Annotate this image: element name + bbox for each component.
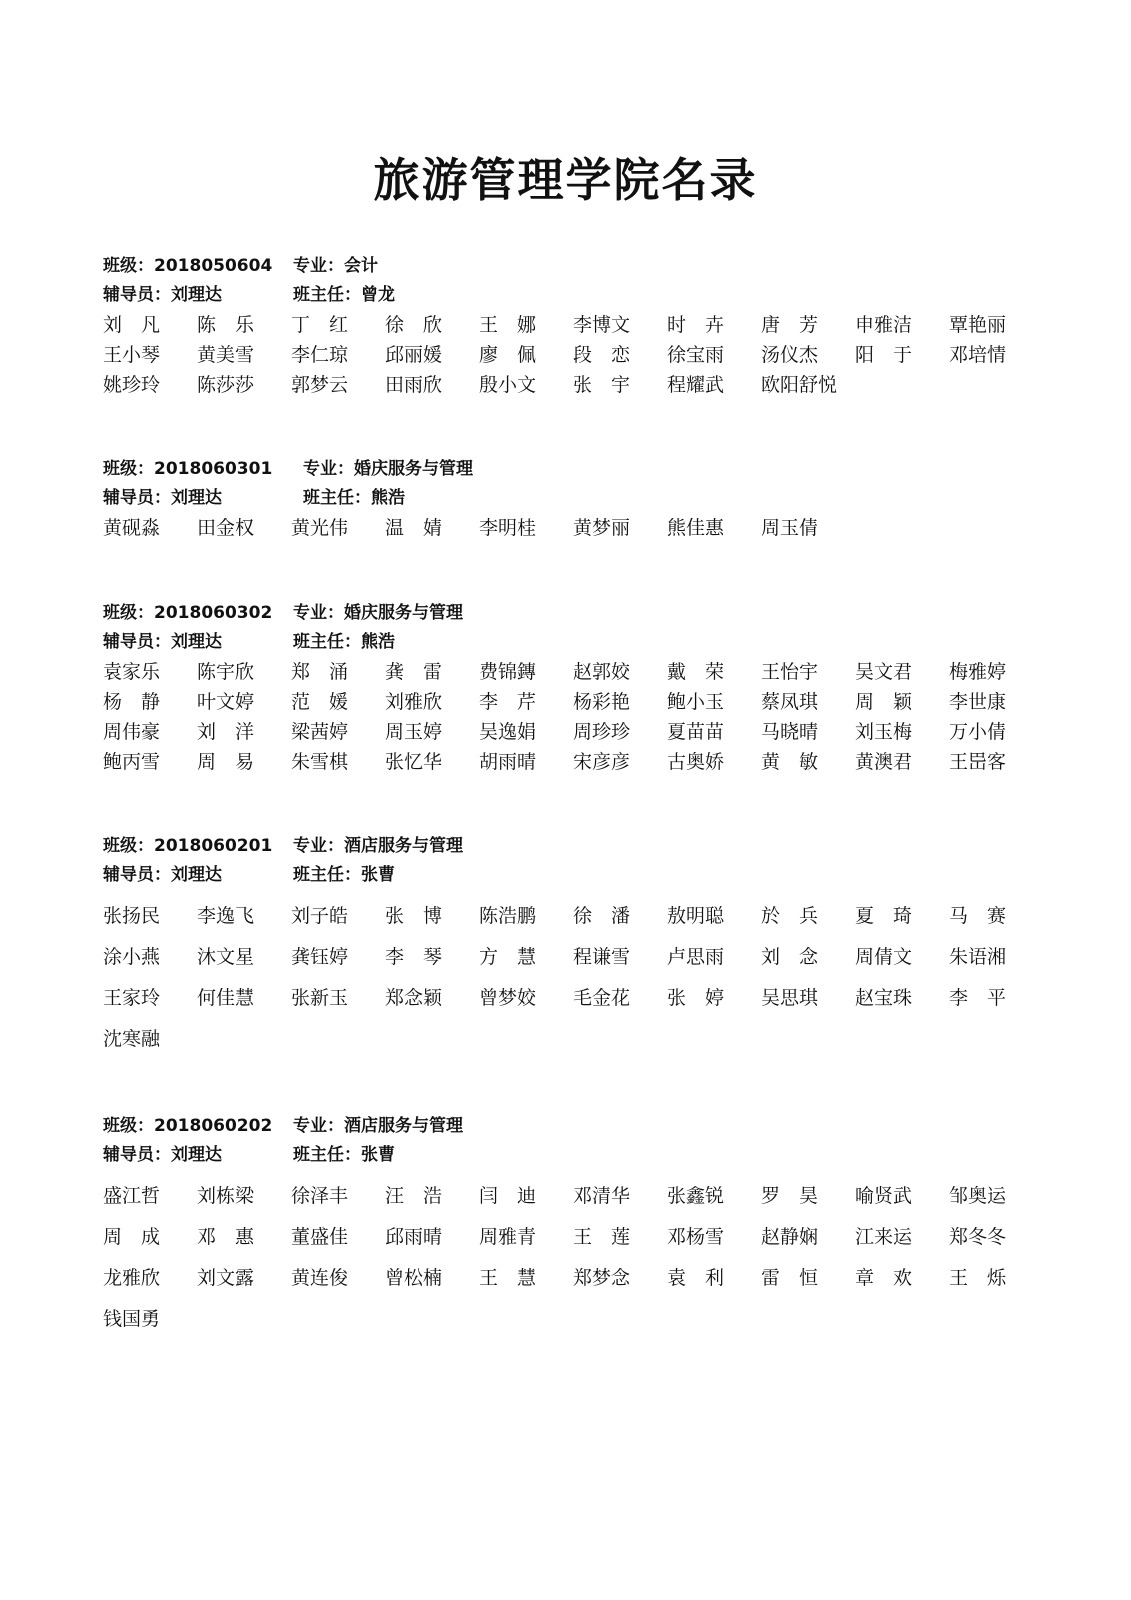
student-name: 鲍小玉 <box>667 691 725 713</box>
student-name-list <box>103 1176 1033 1340</box>
student-name: 袁 利 <box>667 1267 725 1289</box>
major-field <box>293 836 463 856</box>
counselor-field <box>103 628 293 657</box>
student-name: 朱语湘 <box>949 946 1007 968</box>
student-name: 刘 洋 <box>197 721 255 743</box>
student-name: 殷小文 <box>479 374 537 396</box>
head-teacher-label: 班主任： <box>293 1145 361 1165</box>
student-name: 叶文婷 <box>197 691 255 713</box>
major-name: 酒店服务与管理 <box>344 1116 463 1136</box>
student-name: 周 成 <box>103 1226 161 1248</box>
student-name: 李博文 <box>573 314 631 336</box>
student-name: 张 宇 <box>573 374 631 396</box>
student-name: 黄光伟 <box>291 517 349 539</box>
student-name: 邱丽媛 <box>385 344 443 366</box>
class-section <box>103 455 1033 543</box>
student-name: 陈莎莎 <box>197 374 255 396</box>
class-info-line <box>103 832 1033 861</box>
student-name: 田雨欣 <box>385 374 443 396</box>
class-label: 班级： <box>103 603 154 623</box>
student-name: 章 欢 <box>855 1267 913 1289</box>
student-name-list <box>103 513 1033 543</box>
major-field <box>293 256 378 276</box>
counselor-field <box>103 484 303 513</box>
class-number: 2018060202 <box>154 1116 273 1136</box>
class-section <box>103 599 1033 777</box>
student-name: 申雅洁 <box>855 314 913 336</box>
student-name: 喻贤武 <box>855 1185 913 1207</box>
counselor-field <box>103 861 293 890</box>
student-name: 沐文星 <box>197 946 255 968</box>
head-teacher-name: 张曹 <box>361 865 395 885</box>
student-name: 盛江哲 <box>103 1185 161 1207</box>
class-number: 2018060302 <box>154 603 273 623</box>
head-teacher-name: 熊浩 <box>361 632 395 652</box>
student-name-list <box>103 310 1033 400</box>
head-teacher-name: 曾龙 <box>361 285 395 305</box>
student-name: 吴逸娟 <box>479 721 537 743</box>
student-name: 李 琴 <box>385 946 443 968</box>
student-name: 马晓晴 <box>761 721 819 743</box>
student-name: 雷 恒 <box>761 1267 819 1289</box>
student-name: 徐宝雨 <box>667 344 725 366</box>
student-name: 范 媛 <box>291 691 349 713</box>
staff-info-line <box>103 484 1033 513</box>
student-name: 胡雨晴 <box>479 751 537 773</box>
major-label: 专业： <box>303 459 354 479</box>
student-name: 温 婧 <box>385 517 443 539</box>
student-name: 古奥娇 <box>667 751 725 773</box>
class-label: 班级： <box>103 256 154 276</box>
student-name: 马 赛 <box>949 905 1007 927</box>
student-name: 段 恋 <box>573 344 631 366</box>
counselor-label: 辅导员： <box>103 865 171 885</box>
page-title: 旅游管理学院名录 <box>373 153 758 207</box>
student-name: 欧阳舒悦 <box>761 374 838 396</box>
student-name: 江来运 <box>855 1226 913 1248</box>
student-name: 郑梦念 <box>573 1267 631 1289</box>
student-name: 杨彩艳 <box>573 691 631 713</box>
student-name: 王怡宇 <box>761 661 819 683</box>
class-section <box>103 252 1033 400</box>
head-teacher-field <box>293 1145 395 1165</box>
class-label: 班级： <box>103 1116 154 1136</box>
student-name: 王 娜 <box>479 314 537 336</box>
counselor-name: 刘理达 <box>171 632 222 652</box>
counselor-label: 辅导员： <box>103 632 171 652</box>
student-name: 梅雅婷 <box>949 661 1007 683</box>
student-name: 何佳慧 <box>197 987 255 1009</box>
student-name: 覃艳丽 <box>949 314 1007 336</box>
major-field <box>303 459 473 479</box>
student-name: 周 颖 <box>855 691 913 713</box>
student-name: 朱雪棋 <box>291 751 349 773</box>
counselor-field <box>103 1141 293 1170</box>
student-name: 陈宇欣 <box>197 661 255 683</box>
student-name: 於 兵 <box>761 905 819 927</box>
student-name: 郑念颖 <box>385 987 443 1009</box>
student-name: 徐 潘 <box>573 905 631 927</box>
head-teacher-field <box>303 488 405 508</box>
student-name: 王 慧 <box>479 1267 537 1289</box>
student-name: 张鑫锐 <box>667 1185 725 1207</box>
student-name: 董盛佳 <box>291 1226 349 1248</box>
student-name: 李明桂 <box>479 517 537 539</box>
major-name: 婚庆服务与管理 <box>354 459 473 479</box>
class-number: 2018060201 <box>154 836 273 856</box>
class-number-field <box>103 832 293 861</box>
head-teacher-name: 张曹 <box>361 1145 395 1165</box>
student-name: 龙雅欣 <box>103 1267 161 1289</box>
class-info-line <box>103 1112 1033 1141</box>
student-name: 郑冬冬 <box>949 1226 1007 1248</box>
student-name: 张新玉 <box>291 987 349 1009</box>
student-name: 赵静娴 <box>761 1226 819 1248</box>
student-name: 郑 涌 <box>291 661 349 683</box>
student-name: 刘 念 <box>761 946 819 968</box>
class-section <box>103 1112 1033 1340</box>
major-field <box>293 603 463 623</box>
counselor-name: 刘理达 <box>171 285 222 305</box>
student-name: 王小琴 <box>103 344 161 366</box>
student-name: 涂小燕 <box>103 946 161 968</box>
student-name: 戴 荣 <box>667 661 725 683</box>
student-name: 吴文君 <box>855 661 913 683</box>
student-name: 汪 浩 <box>385 1185 443 1207</box>
student-name: 黄美雪 <box>197 344 255 366</box>
student-name: 张 婷 <box>667 987 725 1009</box>
student-name: 王 莲 <box>573 1226 631 1248</box>
student-name: 钱国勇 <box>103 1308 161 1330</box>
student-name: 邓清华 <box>573 1185 631 1207</box>
student-name: 沈寒融 <box>103 1028 161 1050</box>
student-name-list <box>103 896 1033 1060</box>
student-name: 李 芹 <box>479 691 537 713</box>
class-number-field <box>103 1112 293 1141</box>
student-name: 黄 敏 <box>761 751 819 773</box>
student-name: 阳 于 <box>855 344 913 366</box>
student-name: 陈 乐 <box>197 314 255 336</box>
student-name: 王 烁 <box>949 1267 1007 1289</box>
student-name: 李逸飞 <box>197 905 255 927</box>
student-name: 龚钰婷 <box>291 946 349 968</box>
student-name: 周 易 <box>197 751 255 773</box>
student-name-list <box>103 657 1033 777</box>
student-name: 程耀武 <box>667 374 725 396</box>
class-number-field <box>103 455 303 484</box>
student-name: 李仁琼 <box>291 344 349 366</box>
major-label: 专业： <box>293 836 344 856</box>
student-name: 姚珍玲 <box>103 374 161 396</box>
staff-info-line <box>103 281 1033 310</box>
student-name: 闫 迪 <box>479 1185 537 1207</box>
student-name: 唐 芳 <box>761 314 819 336</box>
student-name: 郭梦云 <box>291 374 349 396</box>
student-name: 时 卉 <box>667 314 725 336</box>
class-number: 2018050604 <box>154 256 273 276</box>
class-info-line <box>103 252 1033 281</box>
student-name: 周珍珍 <box>573 721 631 743</box>
student-name: 万小倩 <box>949 721 1007 743</box>
head-teacher-label: 班主任： <box>293 285 361 305</box>
student-name: 田金权 <box>197 517 255 539</box>
student-name: 赵郭姣 <box>573 661 631 683</box>
counselor-name: 刘理达 <box>171 488 222 508</box>
student-name: 廖 佩 <box>479 344 537 366</box>
student-name: 程谦雪 <box>573 946 631 968</box>
student-name: 邓 惠 <box>197 1226 255 1248</box>
student-name: 鲍丙雪 <box>103 751 161 773</box>
student-name: 李 平 <box>949 987 1007 1009</box>
staff-info-line <box>103 861 1033 890</box>
class-label: 班级： <box>103 836 154 856</box>
student-name: 黄砚淼 <box>103 517 161 539</box>
student-name: 黄连俊 <box>291 1267 349 1289</box>
student-name: 邓培情 <box>949 344 1007 366</box>
head-teacher-name: 熊浩 <box>371 488 405 508</box>
student-name: 杨 静 <box>103 691 161 713</box>
class-info-line <box>103 455 1033 484</box>
head-teacher-label: 班主任： <box>303 488 371 508</box>
counselor-label: 辅导员： <box>103 1145 171 1165</box>
student-name: 罗 昊 <box>761 1185 819 1207</box>
student-name: 夏苗苗 <box>667 721 725 743</box>
staff-info-line <box>103 628 1033 657</box>
staff-info-line <box>103 1141 1033 1170</box>
student-name: 徐 欣 <box>385 314 443 336</box>
student-name: 曾梦姣 <box>479 987 537 1009</box>
student-name: 方 慧 <box>479 946 537 968</box>
student-name: 曾松楠 <box>385 1267 443 1289</box>
major-field <box>293 1116 463 1136</box>
head-teacher-label: 班主任： <box>293 632 361 652</box>
student-name: 敖明聪 <box>667 905 725 927</box>
student-name: 龚 雷 <box>385 661 443 683</box>
student-name: 张 博 <box>385 905 443 927</box>
student-name: 周玉倩 <box>761 517 819 539</box>
student-name: 卢思雨 <box>667 946 725 968</box>
student-name: 宋彦彦 <box>573 751 631 773</box>
student-name: 张扬民 <box>103 905 161 927</box>
student-name: 刘 凡 <box>103 314 161 336</box>
student-name: 陈浩鹏 <box>479 905 537 927</box>
class-number-field <box>103 252 293 281</box>
major-name: 会计 <box>344 256 378 276</box>
student-name: 刘栋梁 <box>197 1185 255 1207</box>
student-name: 周雅青 <box>479 1226 537 1248</box>
head-teacher-field <box>293 865 395 885</box>
counselor-field <box>103 281 293 310</box>
student-name: 夏 琦 <box>855 905 913 927</box>
student-name: 邓杨雪 <box>667 1226 725 1248</box>
class-label: 班级： <box>103 459 154 479</box>
student-name: 熊佳惠 <box>667 517 725 539</box>
counselor-label: 辅导员： <box>103 285 171 305</box>
student-name: 周伟豪 <box>103 721 161 743</box>
student-name: 刘子皓 <box>291 905 349 927</box>
student-name: 汤仪杰 <box>761 344 819 366</box>
major-name: 婚庆服务与管理 <box>344 603 463 623</box>
student-name: 黄澳君 <box>855 751 913 773</box>
student-name: 刘玉梅 <box>855 721 913 743</box>
head-teacher-label: 班主任： <box>293 865 361 885</box>
student-name: 毛金花 <box>573 987 631 1009</box>
counselor-name: 刘理达 <box>171 865 222 885</box>
student-name: 梁茜婷 <box>291 721 349 743</box>
student-name: 李世康 <box>949 691 1007 713</box>
student-name: 蔡凤琪 <box>761 691 819 713</box>
student-name: 邱雨晴 <box>385 1226 443 1248</box>
student-name: 王岊客 <box>949 751 1007 773</box>
student-name: 刘文露 <box>197 1267 255 1289</box>
head-teacher-field <box>293 285 395 305</box>
major-label: 专业： <box>293 603 344 623</box>
student-name: 徐泽丰 <box>291 1185 349 1207</box>
student-name: 王家玲 <box>103 987 161 1009</box>
head-teacher-field <box>293 632 395 652</box>
student-name: 丁 红 <box>291 314 349 336</box>
counselor-label: 辅导员： <box>103 488 171 508</box>
student-name: 吴思琪 <box>761 987 819 1009</box>
counselor-name: 刘理达 <box>171 1145 222 1165</box>
student-name: 赵宝珠 <box>855 987 913 1009</box>
class-info-line <box>103 599 1033 628</box>
student-name: 袁家乐 <box>103 661 161 683</box>
student-name: 费锦鏄 <box>479 661 537 683</box>
major-label: 专业： <box>293 256 344 276</box>
student-name: 黄梦丽 <box>573 517 631 539</box>
student-name: 刘雅欣 <box>385 691 443 713</box>
class-number-field <box>103 599 293 628</box>
student-name: 张忆华 <box>385 751 443 773</box>
major-label: 专业： <box>293 1116 344 1136</box>
class-number: 2018060301 <box>154 459 273 479</box>
student-name: 周倩文 <box>855 946 913 968</box>
student-name: 邹奥运 <box>949 1185 1007 1207</box>
student-name: 周玉婷 <box>385 721 443 743</box>
class-section <box>103 832 1033 1060</box>
major-name: 酒店服务与管理 <box>344 836 463 856</box>
